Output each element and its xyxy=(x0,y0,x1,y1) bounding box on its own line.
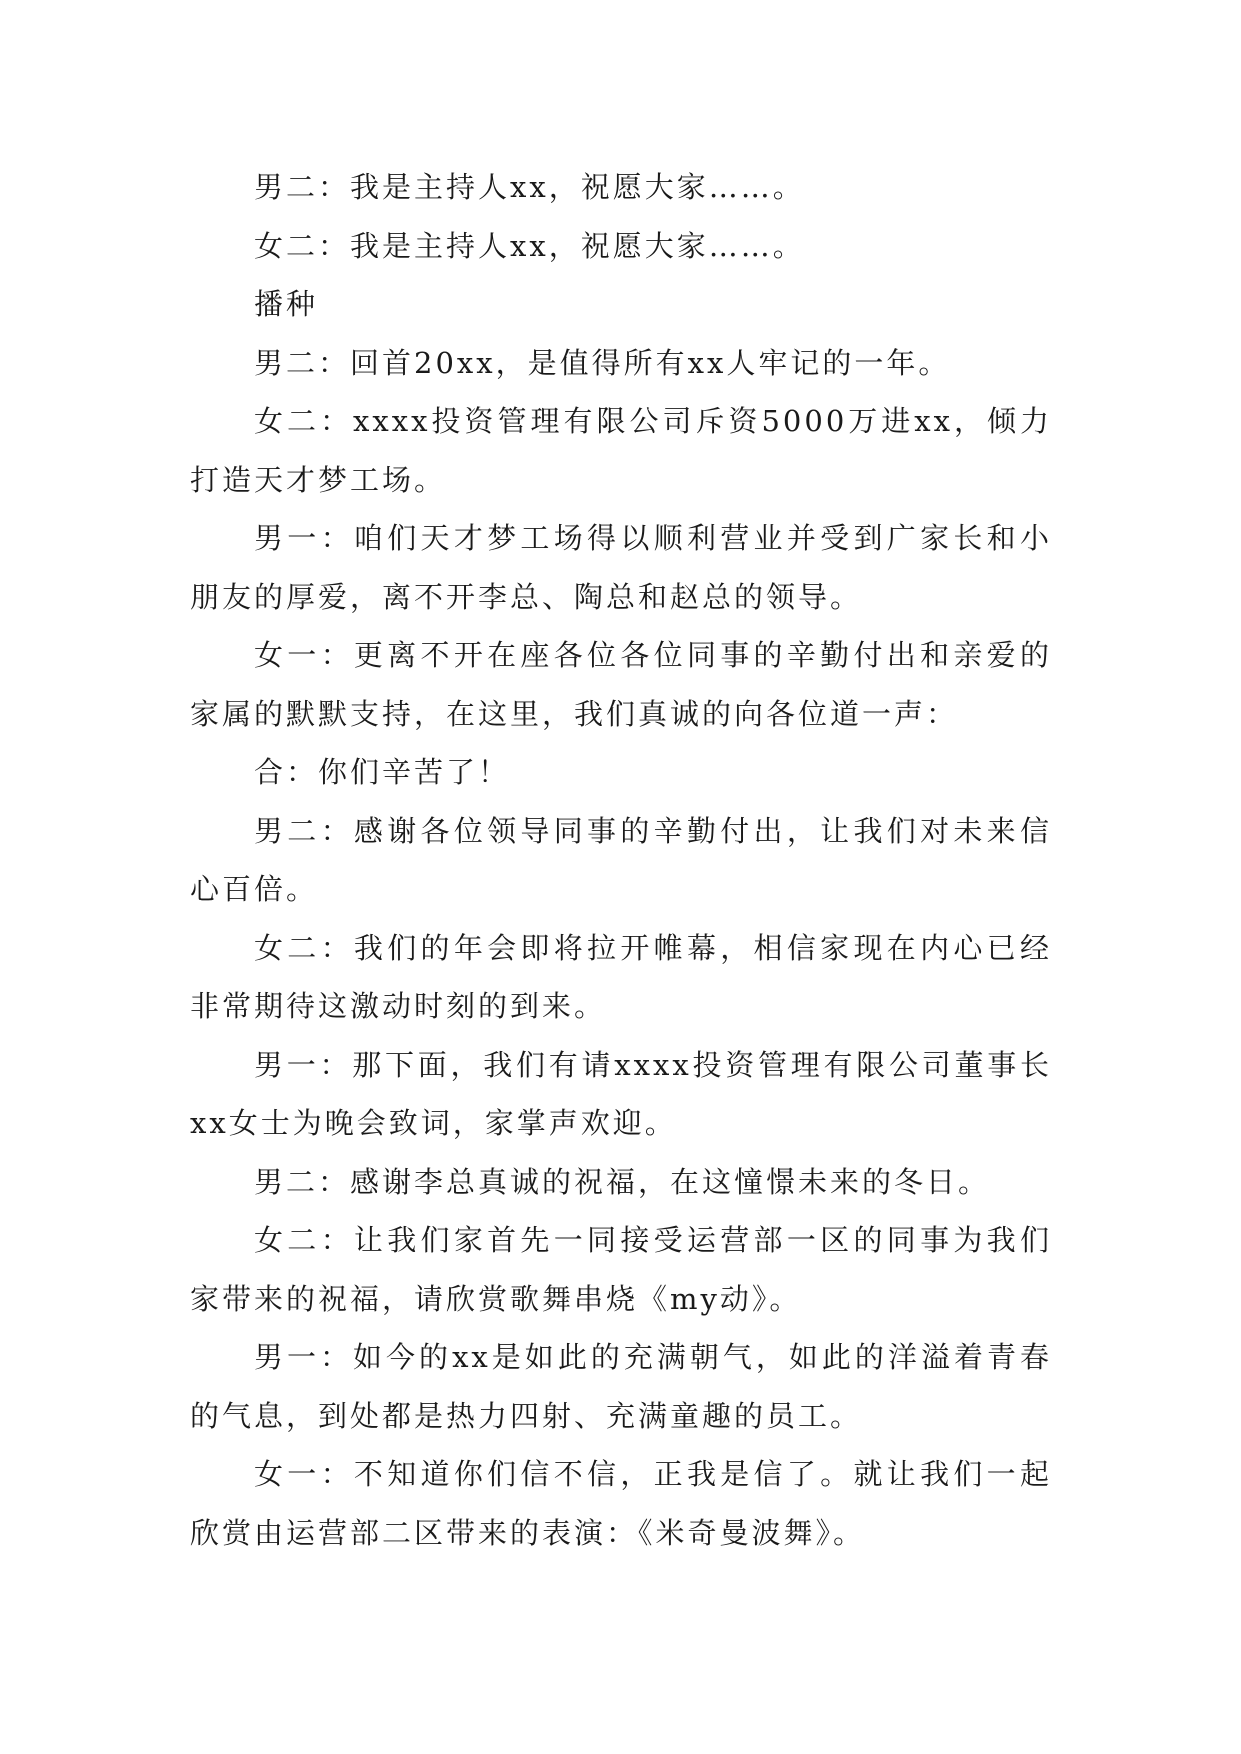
paragraph: 男二：感谢各位领导同事的辛勤付出，让我们对未来信心百倍。 xyxy=(190,813,1052,906)
paragraph: 女一：更离不开在座各位各位同事的辛勤付出和亲爱的家属的默默支持，在这里，我们真诚的向各位道一声： xyxy=(190,638,1052,731)
paragraph: 女二：xxxx投资管理有限公司斥资5000万进xx，倾力打造天才梦工场。 xyxy=(190,404,1052,497)
paragraph: 男二：回首20xx，是值得所有xx人牢记的一年。 xyxy=(254,345,951,380)
paragraph: 女二：我是主持人xx，祝愿大家……。 xyxy=(254,228,805,263)
paragraph: 男二：我是主持人xx，祝愿大家……。 xyxy=(254,170,805,204)
paragraph: 女二：我们的年会即将拉开帷幕，相信家现在内心已经非常期待这激动时刻的到来。 xyxy=(190,930,1052,1023)
paragraph: 女二：让我们家首先一同接受运营部一区的同事为我们家带来的祝福，请欣赏歌舞串烧《my动》。 xyxy=(190,1223,1052,1316)
paragraph: 男一：如今的xx是如此的充满朝气，如此的洋溢着青春的气息，到处都是热力四射、充满童趣的员工。 xyxy=(190,1340,1052,1433)
section-heading: 播种 xyxy=(254,287,319,321)
paragraph: 男一：咱们天才梦工场得以顺利营业并受到广家长和小朋友的厚爱，离不开李总、陶总和赵总的领导。 xyxy=(190,521,1052,614)
paragraph: 合：你们辛苦了！ xyxy=(254,755,511,789)
paragraph: 女一：不知道你们信不信，正我是信了。就让我们一起欣赏由运营部二区带来的表演：《米奇曼波舞》。 xyxy=(190,1457,1052,1550)
paragraph: 男一：那下面，我们有请xxxx投资管理有限公司董事长xx女士为晚会致词，家掌声欢迎。 xyxy=(190,1047,1052,1140)
paragraph: 男二：感谢李总真诚的祝福，在这憧憬未来的冬日。 xyxy=(254,1164,991,1199)
document-body xyxy=(190,158,1052,1562)
